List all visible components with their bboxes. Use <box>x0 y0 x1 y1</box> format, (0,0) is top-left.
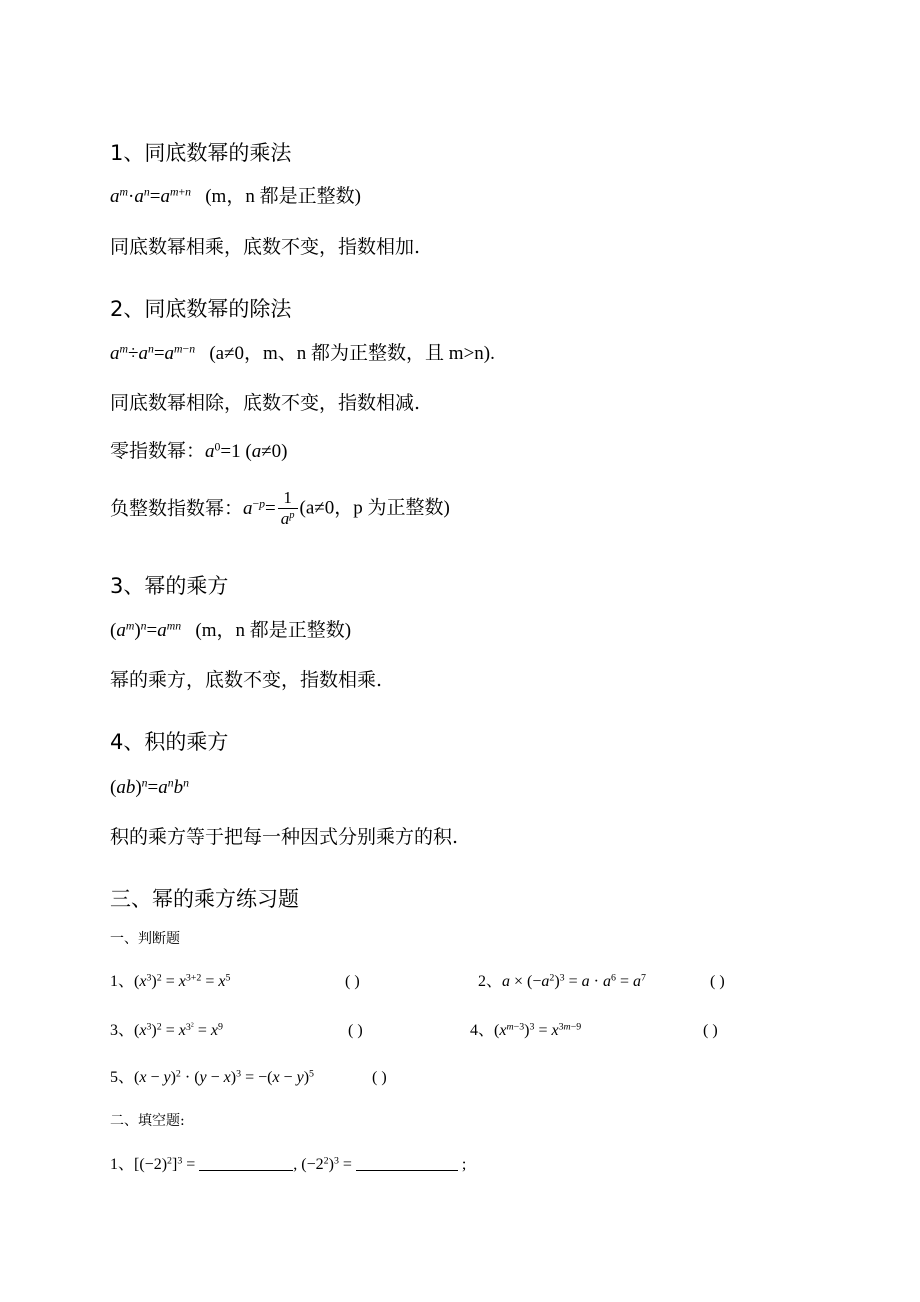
section-4-rule: 积的乘方等于把每一种因式分别乘方的积. <box>110 826 459 848</box>
negative-exponent-fraction: $\frac{1}{a^p}$ <box>278 488 298 529</box>
exercises-title: 三、幂的乘方练习题 <box>110 887 299 911</box>
zero-exponent-label: 零指数幂： <box>110 440 206 462</box>
judge-item-1-answer[interactable]: ( ) <box>345 973 360 990</box>
judge-item-2-expression: $a \times (-a^2)^3 = a \cdot a^6 = a^7$ <box>502 972 646 990</box>
zero-exponent-formula: $a^0=1$ (a≠0) <box>205 440 288 462</box>
judge-item-1-expression: $(x^3)^2 = x^{3+2} = x^5$ <box>134 972 231 990</box>
quotient-rule-condition: (a≠0，m、n 都为正整数，且 m>n). <box>209 343 495 364</box>
section-4-formula: $(ab)^n=a^nb^n$ <box>110 776 190 798</box>
judge-item-5: 5、$(x - y)^2 \cdot (y - x)^3 = -(x - y)^5$ <box>110 1068 314 1086</box>
section-3-title: 3、幂的乘方 <box>110 574 229 598</box>
negative-exponent-label: 负整数指数幂： <box>110 497 244 520</box>
fill-item-1-expression-b: , $(-2^2)^3$ = <box>293 1155 356 1173</box>
section-3-rule: 幂的乘方，底数不变，指数相乘. <box>110 669 383 691</box>
judge-item-3-answer[interactable]: ( ) <box>348 1022 363 1039</box>
section-2-title: 2、同底数幂的除法 <box>110 297 292 321</box>
judge-item-2-answer[interactable]: ( ) <box>710 973 725 990</box>
quotient-rule-formula: $a^m\div a^n=a^{m-n}$ <box>110 342 196 364</box>
product-rule-condition: (m，n 都是正整数) <box>205 186 361 207</box>
section-1-formula <box>110 184 361 210</box>
zero-exponent-line <box>110 438 287 465</box>
section-2-rule: 同底数幂相除，底数不变，指数相减. <box>110 392 421 414</box>
judge-item-2: 2、$a \times (-a^2)^3 = a \cdot a^6 = a^7$ <box>478 972 646 990</box>
section-4-title: 4、积的乘方 <box>110 730 229 754</box>
judge-item-5-answer[interactable]: ( ) <box>372 1069 387 1086</box>
fill-item-1: 1、$[(-2)^2]^3$ = , $(-2^2)^3$ = ; <box>110 1155 467 1173</box>
power-rule-formula: $(a^m)^n=a^{mn}$ <box>110 619 182 641</box>
judge-item-4-answer[interactable]: ( ) <box>703 1022 718 1039</box>
judge-item-1: 1、$(x^3)^2 = x^{3+2} = x^5$ <box>110 972 231 990</box>
judgement-section-title: 一、判断题 <box>110 931 180 947</box>
fill-item-1-expression-a: $[(-2)^2]^3$ = <box>134 1155 200 1173</box>
fill-item-1-blank-a[interactable] <box>199 1154 293 1171</box>
negative-exponent-condition: (a≠0，p 为正整数) <box>299 497 450 519</box>
judge-item-3-expression: $(x^3)^2 = x^{3^2} = x^9$ <box>134 1021 223 1039</box>
fill-item-1-blank-b[interactable] <box>356 1154 458 1171</box>
section-1-rule: 同底数幂相乘，底数不变，指数相加. <box>110 236 421 258</box>
negative-exponent-line <box>110 488 450 529</box>
judge-item-3: 3、$(x^3)^2 = x^{3^2} = x^9$ <box>110 1021 223 1039</box>
fill-blank-section-title: 二、填空题: <box>110 1113 185 1129</box>
section-3-formula <box>110 618 351 644</box>
judge-item-5-expression: $(x - y)^2 \cdot (y - x)^3 = -(x - y)^5$ <box>134 1068 314 1086</box>
judge-item-4: 4、$(x^{m-3})^3 = x^{3m-9}$ <box>470 1021 582 1039</box>
power-rule-condition: (m，n 都是正整数) <box>195 620 352 641</box>
judge-item-4-expression: $(x^{m-3})^3 = x^{3m-9}$ <box>494 1021 582 1039</box>
negative-exponent-formula: $a^{-p}=$ <box>243 497 276 519</box>
section-1-title: 1、同底数幂的乘法 <box>110 141 292 165</box>
section-2-formula <box>110 341 495 367</box>
product-rule-formula: $a^m\cdot a^n=a^{m+n}$ <box>110 185 191 207</box>
